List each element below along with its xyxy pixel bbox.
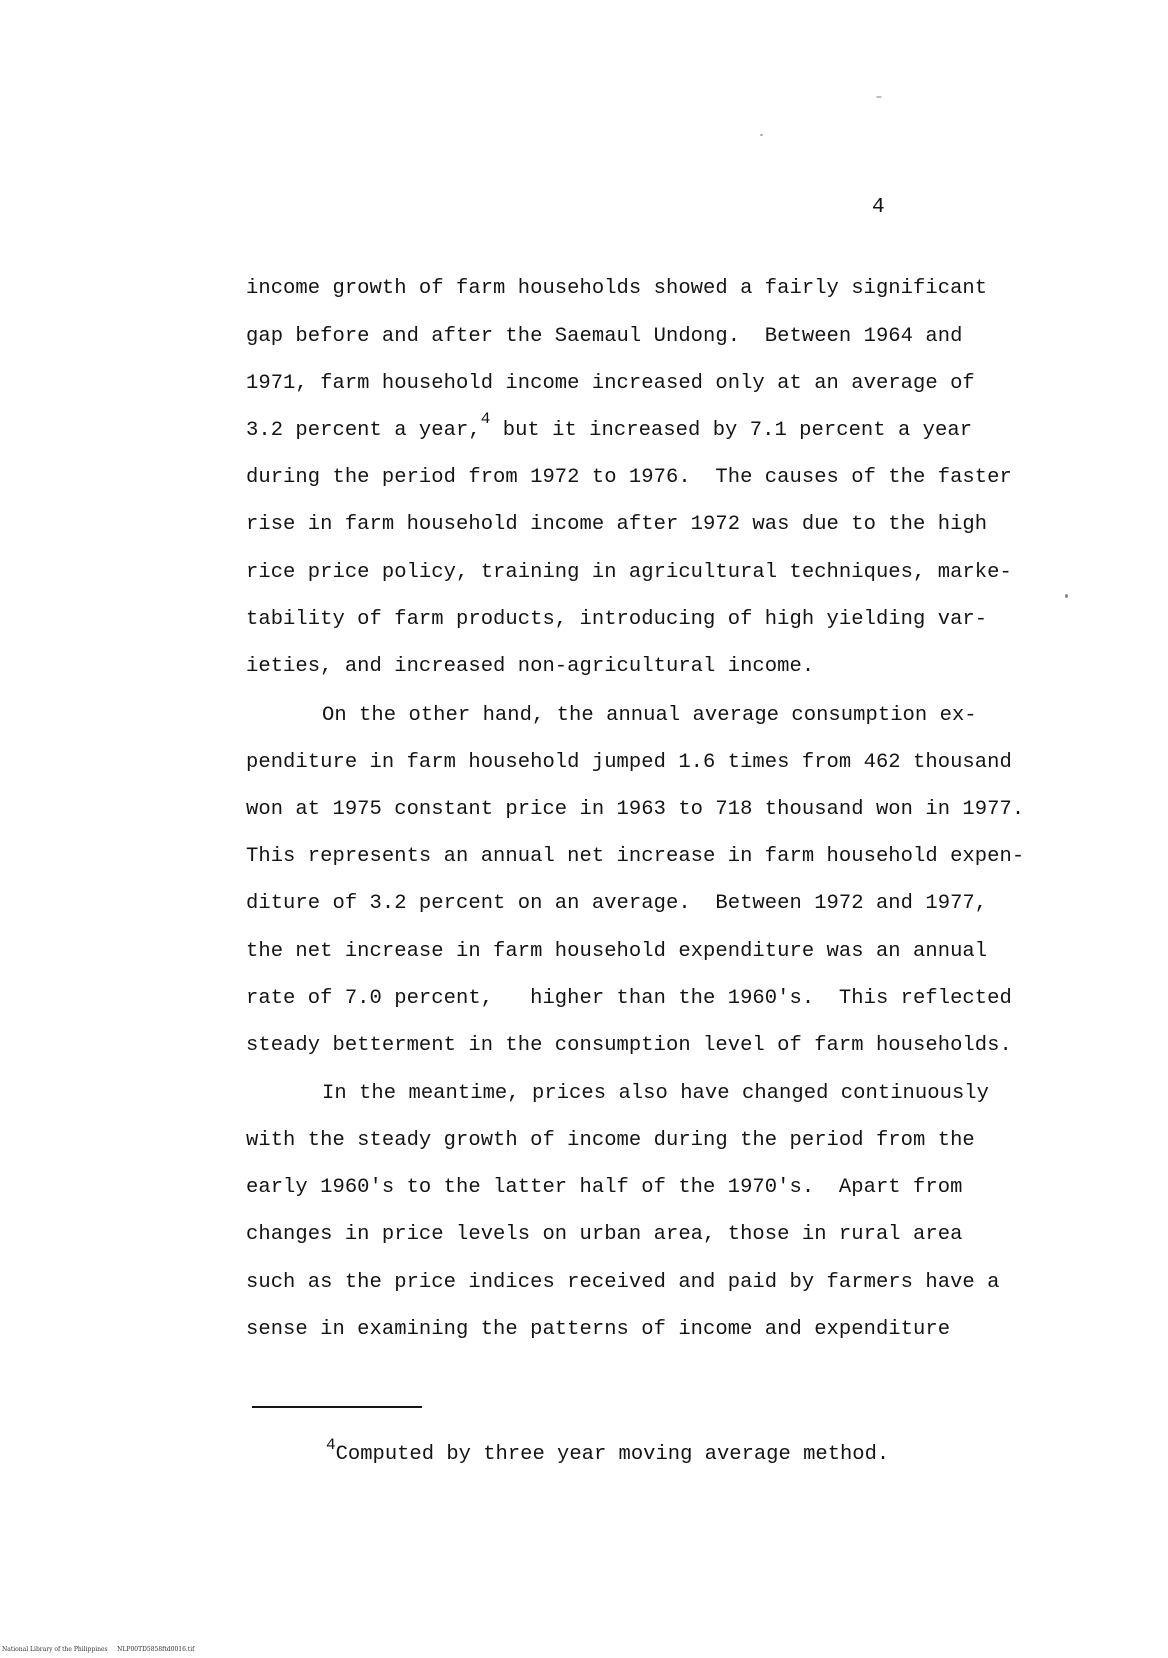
body-line-5: during the period from 1972 to 1976. The causes of the faster xyxy=(246,466,1012,489)
body-line-18: In the meantime, prices also have changed continuously xyxy=(322,1082,990,1105)
body-line-6: rise in farm household income after 1972 was due to the high xyxy=(246,513,988,536)
body-line-21: changes in price levels on urban area, those in rural area xyxy=(246,1223,963,1246)
scan-speck xyxy=(876,96,882,98)
body-line-17: steady betterment in the consumption level of farm households. xyxy=(246,1034,1012,1057)
body-line-7: rice price policy, training in agricultural techniques, marke- xyxy=(246,561,1012,584)
body-line-3: 1971, farm household income increased only at an average of xyxy=(246,372,975,395)
body-line-4-end: but it increased by 7.1 percent a year xyxy=(490,419,973,442)
body-line-20: early 1960's to the latter half of the 1970's. Apart from xyxy=(246,1176,963,1199)
footnote-mark: 4 xyxy=(326,1436,336,1454)
body-line-10: On the other hand, the annual average consumption ex- xyxy=(322,704,977,727)
body-line-12: won at 1975 constant price in 1963 to 718 thousand won in 1977. xyxy=(246,798,1025,821)
body-line-15: the net increase in farm household expenditure was an annual xyxy=(246,940,988,963)
body-line-19: with the steady growth of income during the period from the xyxy=(246,1129,975,1152)
scan-footer-file: NLP00TD5858ftd0016.tif xyxy=(117,1646,195,1653)
page-number: 4 xyxy=(872,196,885,219)
body-line-14: diture of 3.2 percent on an average. Between 1972 and 1977, xyxy=(246,892,988,915)
body-line-23: sense in examining the patterns of income and expenditure xyxy=(246,1318,951,1341)
body-line-8: tability of farm products, introducing of high yielding var- xyxy=(246,608,988,631)
scan-speck xyxy=(1065,594,1068,598)
footnote-text: Computed by three year moving average method. xyxy=(335,1443,890,1466)
body-line-9: ieties, and increased non-agricultural income. xyxy=(246,655,815,678)
body-line-11: penditure in farm household jumped 1.6 times from 462 thousand xyxy=(246,751,1012,774)
body-line-22: such as the price indices received and paid by farmers have a xyxy=(246,1271,1000,1294)
scan-speck xyxy=(760,134,763,136)
scan-footer xyxy=(2,1646,194,1654)
footnote-divider xyxy=(252,1406,422,1408)
body-line-13: This represents an annual net increase in farm household expen- xyxy=(246,845,1025,868)
footnote xyxy=(326,1436,890,1468)
body-line-2: gap before and after the Saemaul Undong. Between 1964 and xyxy=(246,325,963,348)
body-line-4 xyxy=(246,410,973,444)
body-line-4-start: 3.2 percent a year, xyxy=(246,419,481,442)
body-line-1: income growth of farm households showed a fairly significant xyxy=(246,277,988,300)
footnote-reference: 4 xyxy=(480,410,491,428)
body-line-16: rate of 7.0 percent, higher than the 1960's. This reflected xyxy=(246,987,1012,1010)
scan-footer-library: National Library of the Philippines xyxy=(2,1646,108,1653)
